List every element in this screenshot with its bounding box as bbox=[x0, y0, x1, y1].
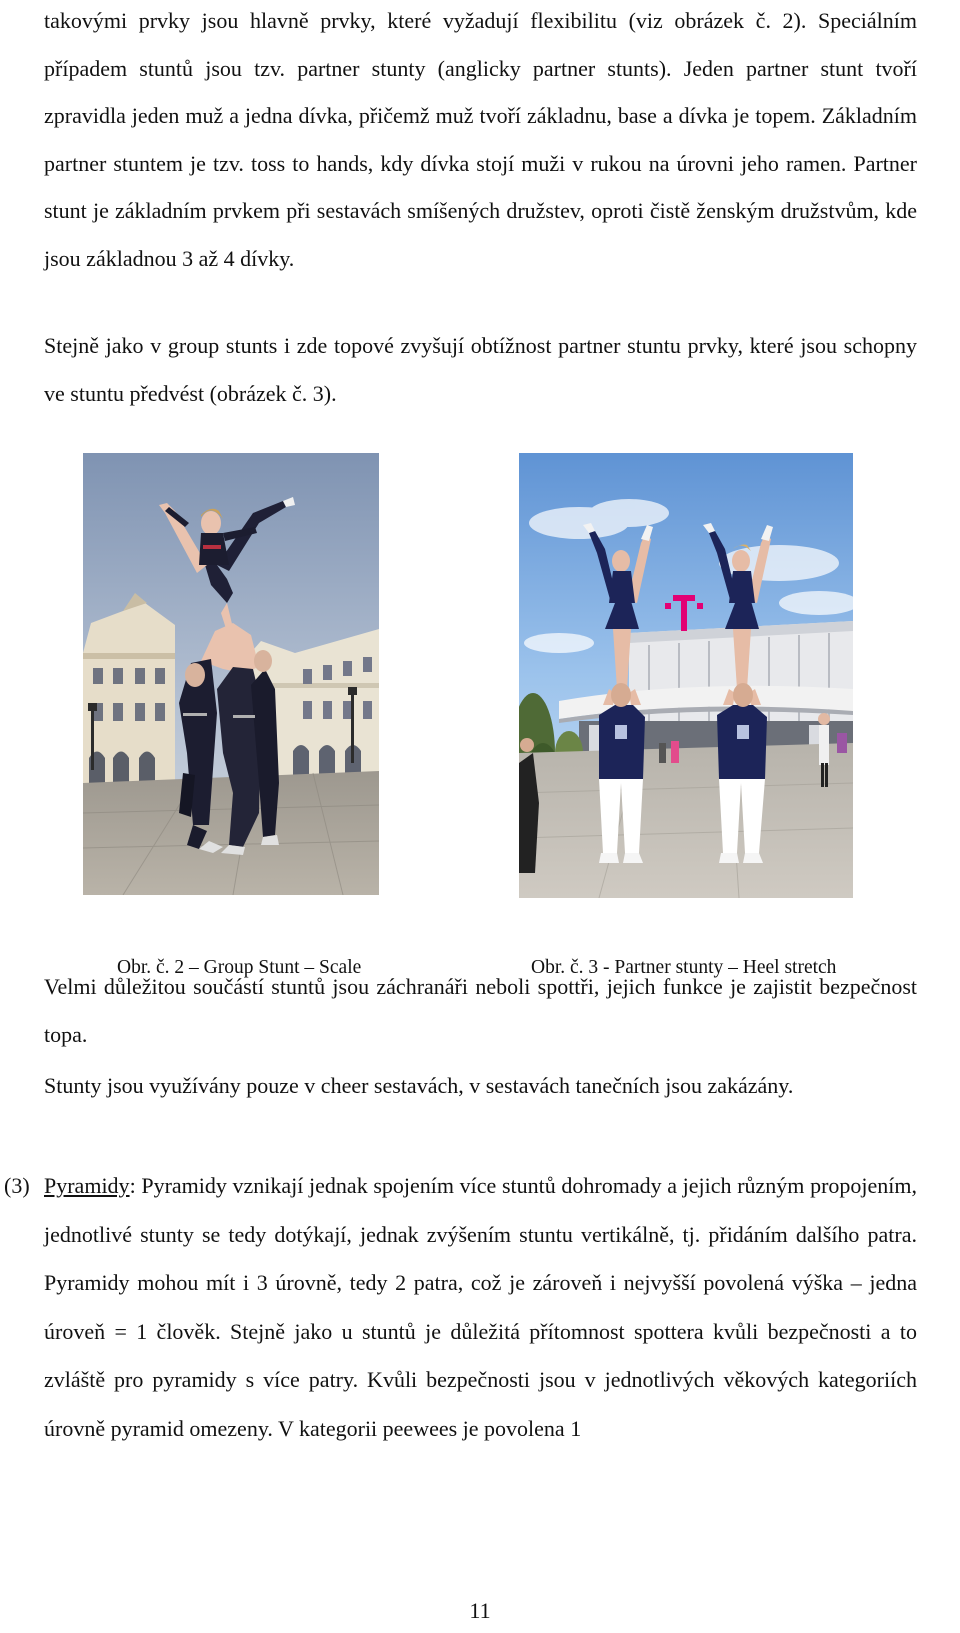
pavement bbox=[519, 743, 853, 898]
paragraph-stunts-partner: takovými prvky jsou hlavně prvky, které vyžadují flexibilitu (viz obrázek č. 2). Speciálním případem stuntů jsou tzv. partner stunty (anglicky partner stunts). Jeden partner stunt tvoří zpravidla jeden muž a jedna dívka, přičemž muž tvoří základnu, base a dívka je topem. Základním partner stuntem je tzv. toss to hands, kdy dívka stojí muži v rukou na úrovni jeho ramen. Partner stunt je základním prvkem při sestavách smíšených družstev, oproti čistě ženským družstvům, kde jsou základnou 3 až 4 dívky. bbox=[44, 8, 917, 271]
page-number: 11 bbox=[469, 1598, 491, 1623]
caption-figure-2: Obr. č. 2 – Group Stunt – Scale bbox=[117, 957, 362, 978]
partner-stunt-photo bbox=[519, 453, 853, 898]
caption-figure-3: Obr. č. 3 - Partner stunty – Heel stretch bbox=[531, 957, 837, 978]
figure-partner-stunt-heel-stretch bbox=[519, 453, 853, 898]
group-stunt-photo bbox=[83, 453, 379, 895]
list-item-pyramidy bbox=[44, 1162, 917, 1453]
term-pyramidy: Pyramidy bbox=[44, 1173, 130, 1198]
list-item-text: : Pyramidy vznikají jednak spojením více stuntů dohromady a jejich různým propojením, jednotlivé stunty se tedy dotýkají, jednak zvýšením stuntu vertikálně, tj. přidáním dalšího patra. Pyramidy mohou mít i 3 úrovně, tedy 2 patra, což je zároveň i nejvyšší povolená výška – jedna úroveň = 1 člověk. Stejně jako u stuntů je důležitá přítomnost spottera kvůli bezpečnosti a to zvláště pro pyramidy s více patry. Kvůli bezpečnosti jsou v jednotlivých věkových kategoriích úrovně pyramid omezeny. V kategorii peewees je povolena 1 bbox=[44, 1173, 917, 1441]
paragraph-topove-obtiznost: Stejně jako v group stunts i zde topové zvyšují obtížnost partner stuntu prvky, které jsou schopny ve stuntu předvést (obrázek č. 3). bbox=[44, 333, 917, 406]
paragraph-spotters: Velmi důležitou součástí stuntů jsou záchranáři neboli spottři, jejich funkce je zajistit bezpečnost topa. bbox=[44, 974, 917, 1047]
svg-text:T: T bbox=[684, 593, 685, 594]
figure-group-stunt-scale bbox=[83, 453, 379, 895]
list-marker: (3) bbox=[4, 1173, 30, 1198]
paragraph-stunty-vyuziti: Stunty jsou využívány pouze v cheer sestavách, v sestavách tanečních jsou zakázány. bbox=[44, 1073, 794, 1098]
